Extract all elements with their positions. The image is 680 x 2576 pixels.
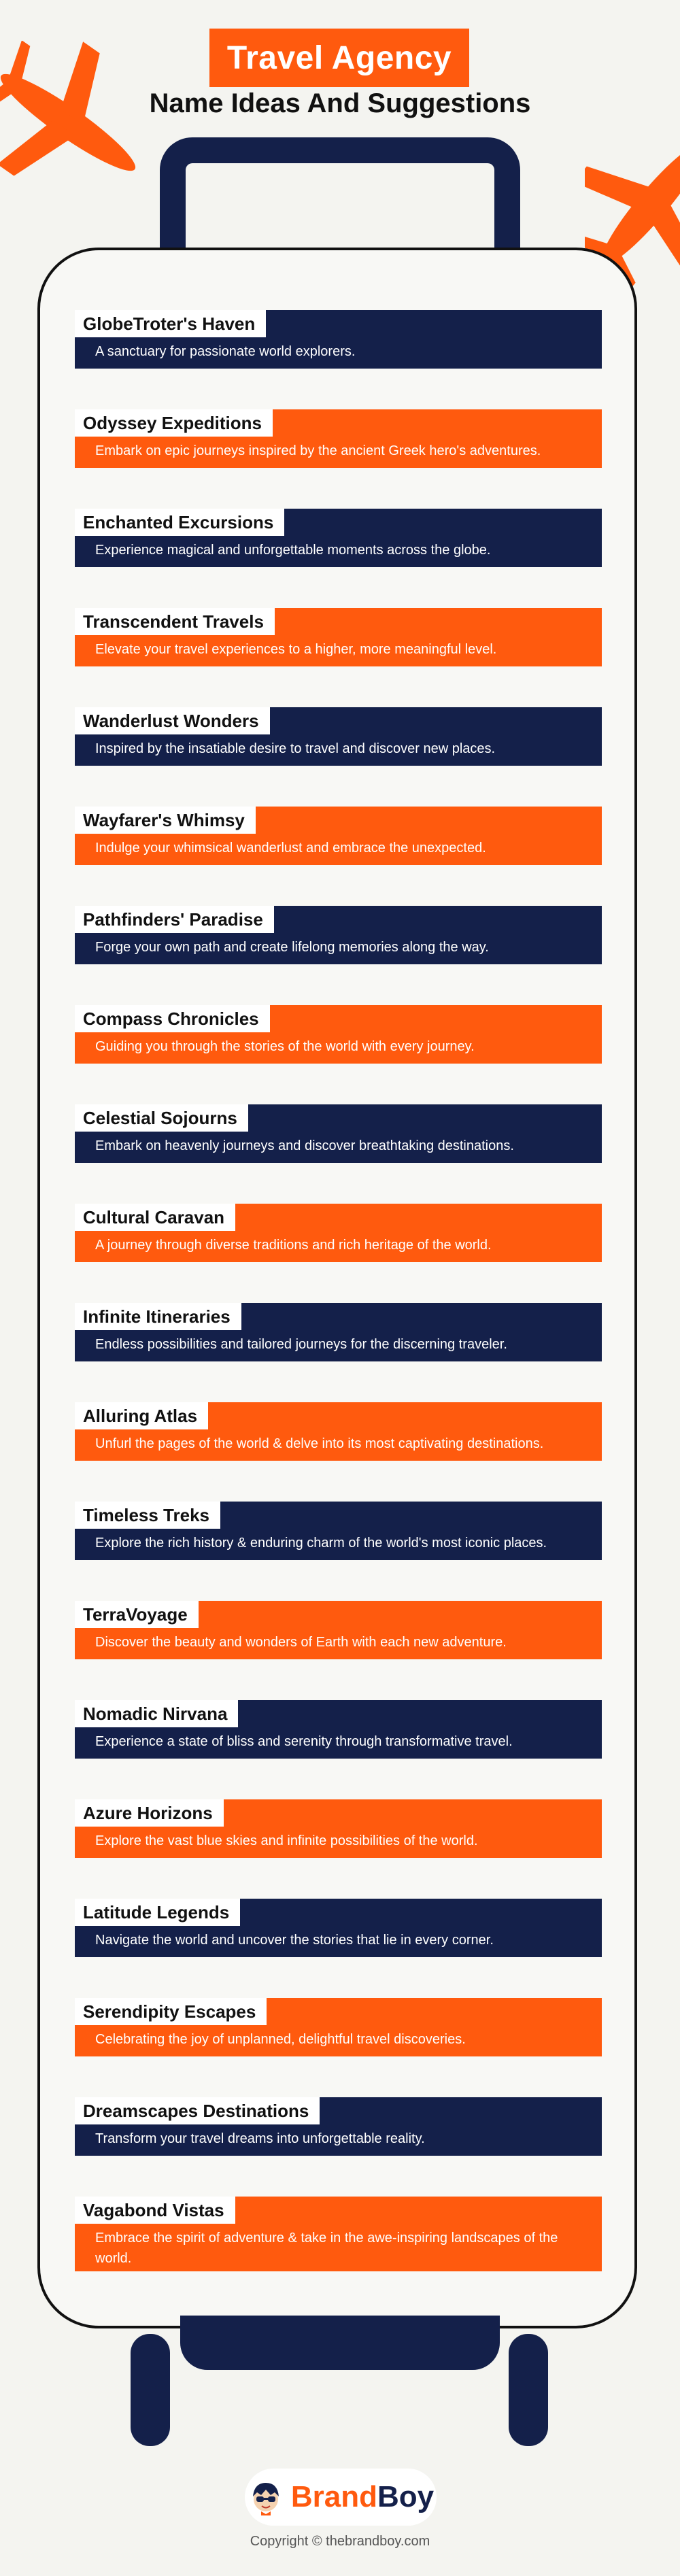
item-description: Embrace the spirit of adventure & take in the awe-inspiring landscapes of the world. bbox=[95, 2231, 558, 2266]
list-item bbox=[75, 1700, 602, 1759]
item-name: Wayfarer's Whimsy bbox=[75, 807, 256, 834]
item-name: Alluring Atlas bbox=[75, 1402, 208, 1429]
list-item bbox=[75, 2197, 602, 2271]
page-subtitle: Name Ideas And Suggestions bbox=[149, 88, 531, 118]
item-name: Celestial Sojourns bbox=[75, 1104, 248, 1132]
list-item bbox=[75, 1502, 602, 1560]
item-name: Nomadic Nirvana bbox=[75, 1700, 238, 1727]
item-name: Compass Chronicles bbox=[75, 1005, 270, 1032]
list-item bbox=[75, 409, 602, 468]
item-description: Indulge your whimsical wanderlust and embrace the unexpected. bbox=[95, 841, 486, 855]
list-item bbox=[75, 807, 602, 865]
suitcase-wheel-right bbox=[509, 2334, 548, 2446]
item-description: Elevate your travel experiences to a higher, more meaningful level. bbox=[95, 642, 497, 657]
item-name: Serendipity Escapes bbox=[75, 1998, 267, 2025]
item-description: Celebrating the joy of unplanned, delightful travel discoveries. bbox=[95, 2032, 466, 2047]
suitcase-wheel-left bbox=[131, 2334, 170, 2446]
item-description: Experience magical and unforgettable moments across the globe. bbox=[95, 543, 491, 558]
item-name: Pathfinders' Paradise bbox=[75, 906, 274, 933]
list-item bbox=[75, 1998, 602, 2056]
item-name: TerraVoyage bbox=[75, 1601, 199, 1628]
airplane-icon bbox=[0, 41, 156, 204]
suitcase-base bbox=[180, 2316, 500, 2370]
list-item bbox=[75, 1005, 602, 1064]
item-name: Infinite Itineraries bbox=[75, 1303, 241, 1330]
list-item bbox=[75, 310, 602, 369]
item-description: Endless possibilities and tailored journeys for the discerning traveler. bbox=[95, 1337, 507, 1352]
list-item bbox=[75, 1204, 602, 1262]
item-description: Discover the beauty and wonders of Earth with each new adventure. bbox=[95, 1635, 507, 1650]
item-name: Latitude Legends bbox=[75, 1899, 240, 1926]
copyright-text: Copyright © thebrandboy.com bbox=[250, 2534, 430, 2549]
brand-name-part1: Brand bbox=[290, 2480, 377, 2513]
list-item bbox=[75, 1899, 602, 1957]
item-description: Explore the rich history & enduring charm of the world's most iconic places. bbox=[95, 1536, 547, 1550]
item-description: Inspired by the insatiable desire to travel and discover new places. bbox=[95, 741, 496, 756]
list-item bbox=[75, 509, 602, 567]
list-item bbox=[75, 1402, 602, 1461]
item-name: Enchanted Excursions bbox=[75, 509, 284, 536]
item-name: Odyssey Expeditions bbox=[75, 409, 273, 437]
list-item bbox=[75, 1799, 602, 1858]
list-item bbox=[75, 1104, 602, 1163]
item-description: Transform your travel dreams into unforgettable reality. bbox=[95, 2131, 425, 2146]
item-description: Unfurl the pages of the world & delve into its most captivating destinations. bbox=[95, 1436, 544, 1451]
item-name: GlobeTroter's Haven bbox=[75, 310, 266, 337]
page-title: Travel Agency bbox=[209, 29, 469, 87]
brand-logo bbox=[245, 2469, 437, 2526]
list-item bbox=[75, 608, 602, 666]
list-item bbox=[75, 1601, 602, 1659]
list-item bbox=[75, 2097, 602, 2156]
brand-name bbox=[291, 2480, 434, 2514]
item-name: Wanderlust Wonders bbox=[75, 707, 270, 734]
item-name: Azure Horizons bbox=[75, 1799, 224, 1827]
item-description: Embark on heavenly journeys and discover breathtaking destinations. bbox=[95, 1138, 514, 1153]
list-item bbox=[75, 707, 602, 766]
item-name: Transcendent Travels bbox=[75, 608, 275, 635]
item-description: Guiding you through the stories of the world with every journey. bbox=[95, 1039, 475, 1054]
item-description: Forge your own path and create lifelong memories along the way. bbox=[95, 940, 489, 955]
brandboy-mascot-icon bbox=[248, 2479, 284, 2515]
item-description: Navigate the world and uncover the stories that lie in every corner. bbox=[95, 1933, 494, 1948]
item-description: Explore the vast blue skies and infinite possibilities of the world. bbox=[95, 1833, 478, 1848]
item-description: A sanctuary for passionate world explorers. bbox=[95, 344, 356, 359]
item-name: Dreamscapes Destinations bbox=[75, 2097, 320, 2124]
list-item bbox=[75, 1303, 602, 1361]
item-name: Cultural Caravan bbox=[75, 1204, 235, 1231]
item-description: Experience a state of bliss and serenity through transformative travel. bbox=[95, 1734, 513, 1749]
item-description: Embark on epic journeys inspired by the ancient Greek hero's adventures. bbox=[95, 443, 541, 458]
brand-name-part2: Boy bbox=[377, 2480, 435, 2513]
list-item bbox=[75, 906, 602, 964]
item-description: A journey through diverse traditions and rich heritage of the world. bbox=[95, 1238, 492, 1253]
item-name: Vagabond Vistas bbox=[75, 2197, 235, 2224]
item-name: Timeless Treks bbox=[75, 1502, 220, 1529]
